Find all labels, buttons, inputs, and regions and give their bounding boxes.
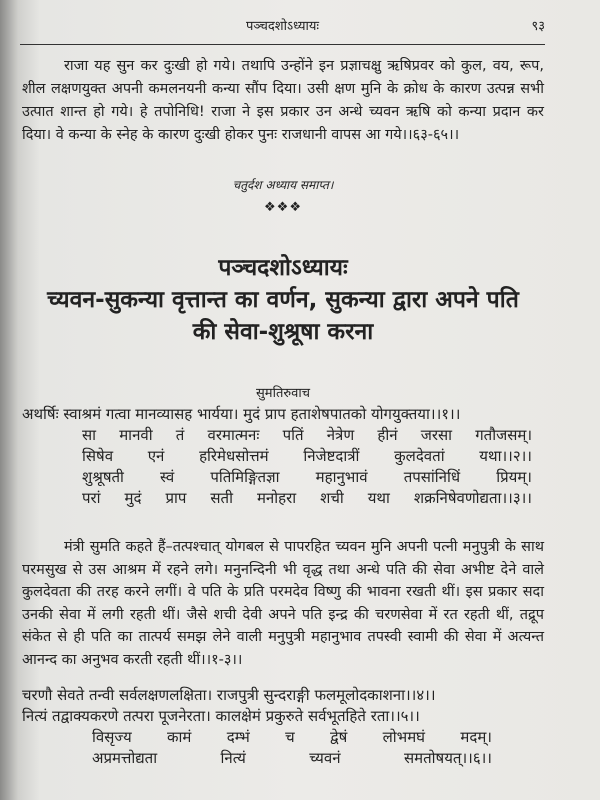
separator-ornament: ❖❖❖ — [264, 200, 302, 215]
verse-block-2 — [22, 685, 436, 727]
verse-line: चरणौ सेवते तन्वी सर्वलक्षणलक्षिता। राजपुत्री सुन्दराङ्गी फलमूलोदकाशना।।४।। — [22, 686, 436, 704]
chapter-subtitle-line-2: की सेवा-शुश्रूषा करना — [192, 319, 374, 345]
verse-line: शुश्रूषती स्वं पतिमिङ्गितज्ञा महानुभावं तपसांनिधिं प्रियम्। — [82, 468, 532, 486]
translation-paragraph-block — [22, 536, 544, 671]
verse-line: परां मुदं प्राप सती मनोहरा शची यथा शक्रनिषेवणोद्यता।।३।। — [82, 489, 532, 507]
chapter-subtitle — [0, 284, 566, 348]
translation-paragraph: मंत्री सुमति कहते हैं–तत्पश्चात् योगबल से पापरहित च्यवन मुनि अपनी पत्नी मनुपुत्री के साथ परमसुख से उस आश्रम में रहने लगे। मनुनन्दिनी भी वृद्ध तथा अन्धे पति की सेवा अभीष्ट देने वाले कुलदेवता की तरह करने लगीं। वे पति के प्रति परमदेव विष्णु की भावना रखती थीं। इस प्रकार सदा उनकी सेवा में लगी रहती थीं। जैसे शची देवी अपने पति इन्द्र की चरणसेवा में रत रहती थीं, तद्रूप संकेत से ही पति का तात्पर्य समझ लेने वाली मनुपुत्री महानुभाव तपस्वी स्वामी की सेवा में अत्यन्त आनन्द का अनुभव करती रहती थीं।।१-३।। — [22, 539, 544, 668]
verse-line: अप्रमत्तोद्यता नित्यं च्यवनं समतोषयत्।।६।। — [92, 749, 492, 767]
verse-line: सिषेव एनं हरिमेधसोत्तमं निजेष्टदात्रीं कुलदेवतां यथा।।२।। — [82, 447, 532, 465]
chapter-title: पञ्चदशोऽध्यायः — [218, 255, 348, 281]
running-title: पञ्चदशोऽध्यायः — [245, 19, 320, 34]
chapter-subtitle-line-1: च्यवन-सुकन्या वृत्तान्त का वर्णन, सुकन्या द्वारा अपने पति — [47, 287, 519, 313]
intro-paragraph: राजा यह सुन कर दुःखी हो गये। तथापि उन्होंने इन प्रज्ञाचक्षु ऋषिप्रवर को कुल, वय, रूप, शील लक्षणयुक्त अपनी कमलनयनी कन्या सौंप दिया। उसी क्षण मुनि के क्रोध के कारण उत्पन्न सभी उत्पात शान्त हो गये। हे तपोनिधि! राजा ने इस प्रकार उन अन्धे च्यवन ऋषि को कन्या प्रदान कर दिया। वे कन्या के स्नेह के कारण दुःखी होकर पुनः राजधानी वापस आ गये।।६३-६५।। — [22, 58, 544, 143]
intro-paragraph-block — [22, 55, 544, 147]
verse-line: अथर्षिः स्वाश्रमं गत्वा मानव्यासह भार्यया। मुदं प्राप हताशेषपातको योगयुक्तया।।१।। — [22, 405, 461, 423]
chapter-end-note: चतुर्दश अध्याय समाप्त। — [232, 178, 334, 192]
verse-line: सा मानवी तं वरमात्मनः पतिं नेत्रेण हीनं जरसा गतौजसम्। — [82, 426, 532, 444]
verse-line: नित्यं तद्वाक्यकरणे तत्परा पूजनेरता। कालक्षेमं प्रकुरुते सर्वभूतहिते रता।।५।। — [22, 707, 420, 725]
running-header — [20, 14, 545, 45]
verse-line: विसृज्य कामं दम्भं च द्वेषं लोभमघं मदम्। — [92, 728, 492, 746]
speaker-label: सुमतिरुवाच — [256, 386, 310, 401]
page-number: ९३ — [531, 19, 545, 34]
verse-block-1 — [22, 404, 460, 425]
